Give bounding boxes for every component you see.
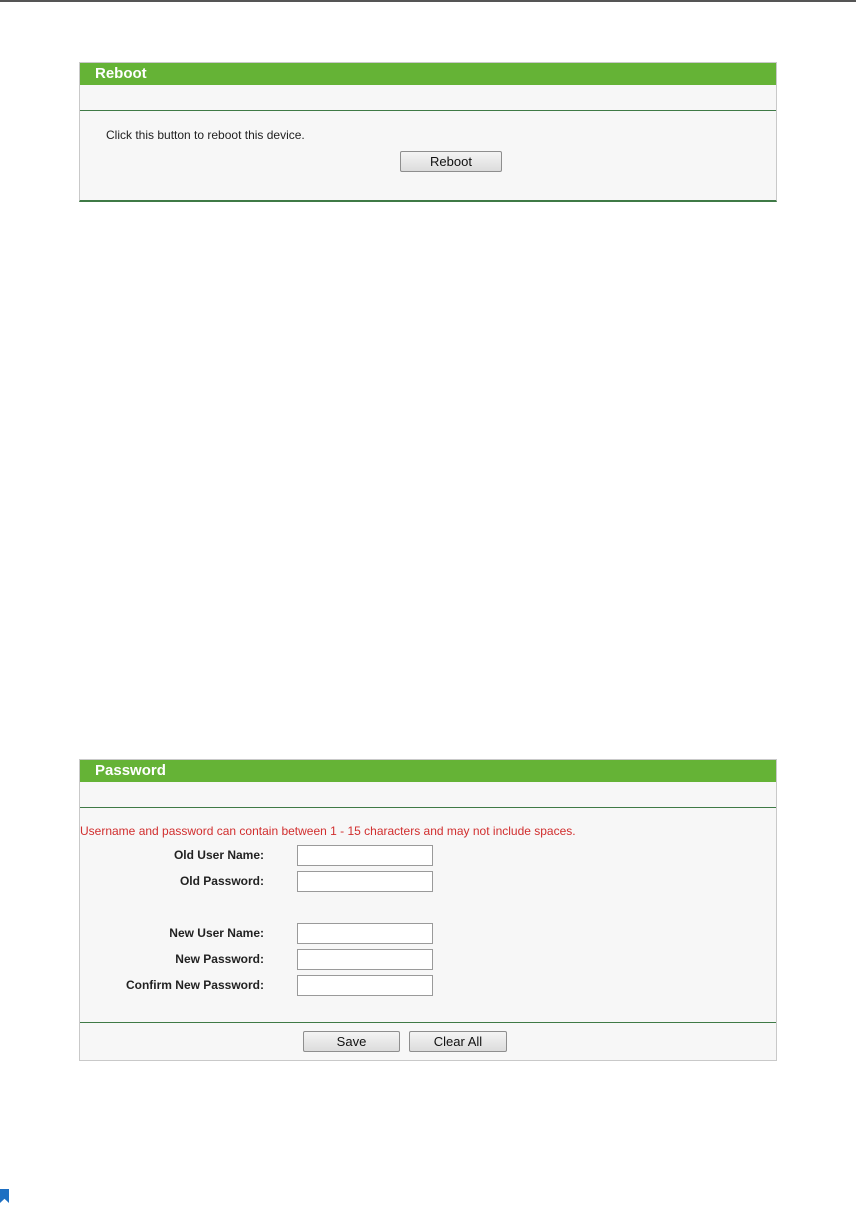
reboot-button[interactable]: Reboot [400,151,502,172]
confirm-password-row [80,975,776,997]
old-password-input[interactable] [297,871,433,892]
new-username-row [80,923,776,945]
top-rule [0,0,856,2]
password-rules-note: Username and password can contain between 1 - 15 characters and may not include spaces. [80,824,576,838]
new-password-input[interactable] [297,949,433,970]
reboot-panel-subheader [80,85,776,111]
password-footer-divider [80,1022,776,1023]
password-panel [79,759,777,1061]
confirm-password-input[interactable] [297,975,433,996]
password-panel-title: Password [80,760,776,782]
bookmark-icon [0,1189,9,1203]
reboot-description: Click this button to reboot this device. [106,128,305,142]
new-username-input[interactable] [297,923,433,944]
clear-all-button[interactable]: Clear All [409,1031,507,1052]
old-username-label: Old User Name: [173,848,264,862]
new-password-label: New Password: [175,952,264,966]
old-password-row [80,871,776,893]
new-password-row [80,949,776,971]
old-username-input[interactable] [297,845,433,866]
password-panel-subheader [80,782,776,808]
save-button[interactable]: Save [303,1031,400,1052]
new-username-label: New User Name: [169,926,264,940]
reboot-panel [79,62,777,202]
old-password-label: Old Password: [179,874,264,888]
reboot-panel-title: Reboot [80,63,776,85]
old-username-row [80,845,776,867]
confirm-password-label: Confirm New Password: [125,978,264,992]
